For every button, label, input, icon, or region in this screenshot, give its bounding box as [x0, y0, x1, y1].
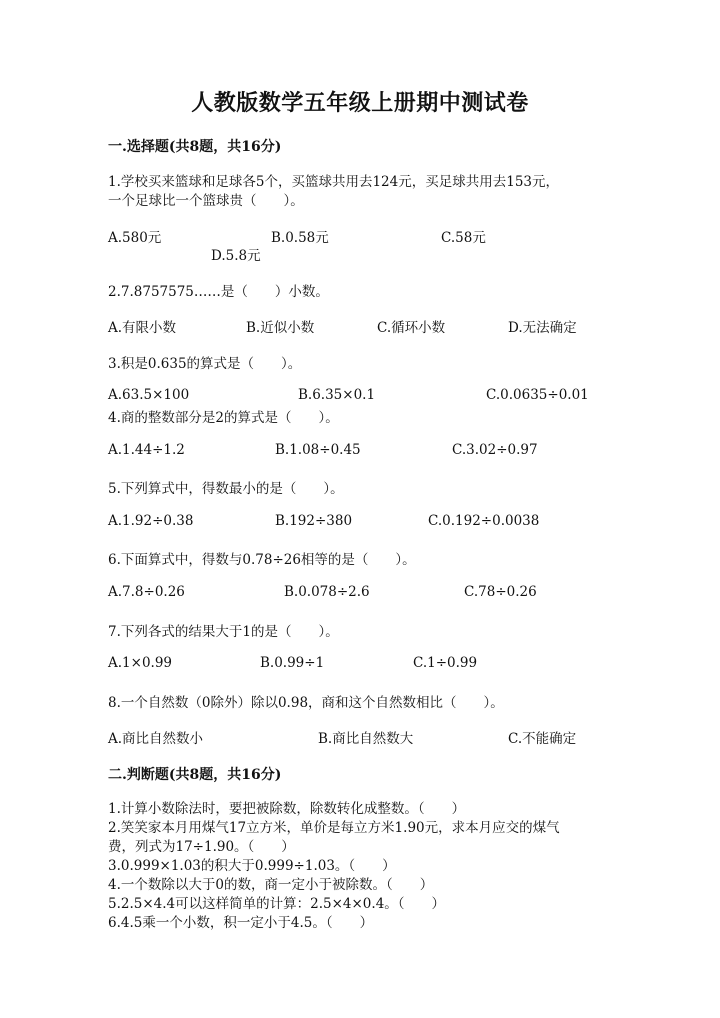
question-1-option-c: C.58元 [441, 230, 486, 246]
question-4-line-1: 4.商的整数部分是2的算式是（ ）。 [108, 410, 339, 426]
judgement-line-1: 1.计算小数除法时，要把被除数，除数转化成整数。（ ） [108, 801, 466, 817]
question-1-line-2: 一个足球比一个篮球贵（ ）。 [108, 193, 304, 209]
question-3-option-c: C.0.0635÷0.01 [486, 387, 589, 403]
question-8-option-a: A.商比自然数小 [108, 731, 204, 747]
page-title: 人教版数学五年级上册期中测试卷 [191, 90, 529, 116]
question-2-line-1: 2.7.8757575……是（ ）小数。 [108, 284, 329, 300]
question-7-option-b: B.0.99÷1 [260, 655, 325, 671]
question-8-option-c: C.不能确定 [508, 731, 577, 747]
judgement-line-2: 2.笑笑家本月用煤气17立方米，单价是每立方米1.90元，求本月应交的煤气 [108, 820, 560, 836]
question-2-option-d: D.无法确定 [508, 320, 577, 336]
question-1-option-d: D.5.8元 [211, 248, 261, 264]
question-4-option-b: B.1.08÷0.45 [275, 442, 361, 458]
question-6-line-1: 6.下面算式中，得数与0.78÷26相等的是（ ）。 [108, 552, 416, 568]
question-1-line-1: 1.学校买来篮球和足球各5个，买篮球共用去124元，买足球共用去153元， [108, 174, 560, 190]
question-5-line-1: 5.下列算式中，得数最小的是（ ）。 [108, 481, 344, 497]
section-heading-choice: 一.选择题(共8题，共16分) [108, 139, 282, 155]
question-5-option-a: A.1.92÷0.38 [108, 513, 194, 529]
question-6-option-b: B.0.078÷2.6 [284, 584, 370, 600]
question-8-line-1: 8.一个自然数（0除外）除以0.98，商和这个自然数相比（ ）。 [108, 695, 504, 711]
judgement-line-4: 3.0.999×1.03的积大于0.999÷1.03。（ ） [108, 858, 396, 874]
question-2-option-c: C.循环小数 [377, 320, 446, 336]
question-4-option-a: A.1.44÷1.2 [108, 442, 185, 458]
section-heading-judgement: 二.判断题(共8题，共16分) [108, 767, 282, 783]
question-2-option-a: A.有限小数 [108, 320, 177, 336]
question-1-option-b: B.0.58元 [271, 230, 329, 246]
question-1-option-a: A.580元 [108, 230, 162, 246]
question-4-option-c: C.3.02÷0.97 [452, 442, 538, 458]
question-6-option-a: A.7.8÷0.26 [108, 584, 185, 600]
question-5-option-c: C.0.192÷0.0038 [428, 513, 540, 529]
question-3-line-1: 3.积是0.635的算式是（ ）。 [108, 356, 302, 372]
judgement-line-6: 5.2.5×4.4可以这样简单的计算：2.5×4×0.4。（ ） [108, 896, 446, 912]
judgement-line-3: 费，列式为17÷1.90。（ ） [108, 839, 295, 855]
question-3-option-b: B.6.35×0.1 [298, 387, 376, 403]
question-7-option-c: C.1÷0.99 [413, 655, 478, 671]
question-8-option-b: B.商比自然数大 [318, 731, 414, 747]
judgement-line-5: 4.一个数除以大于0的数，商一定小于被除数。（ ） [108, 877, 434, 893]
question-7-line-1: 7.下列各式的结果大于1的是（ ）。 [108, 624, 339, 640]
question-7-option-a: A.1×0.99 [108, 655, 172, 671]
question-6-option-c: C.78÷0.26 [464, 584, 537, 600]
question-2-option-b: B.近似小数 [246, 320, 315, 336]
question-5-option-b: B.192÷380 [275, 513, 353, 529]
judgement-line-7: 6.4.5乘一个小数，积一定小于4.5。（ ） [108, 915, 374, 931]
question-3-option-a: A.63.5×100 [108, 387, 190, 403]
